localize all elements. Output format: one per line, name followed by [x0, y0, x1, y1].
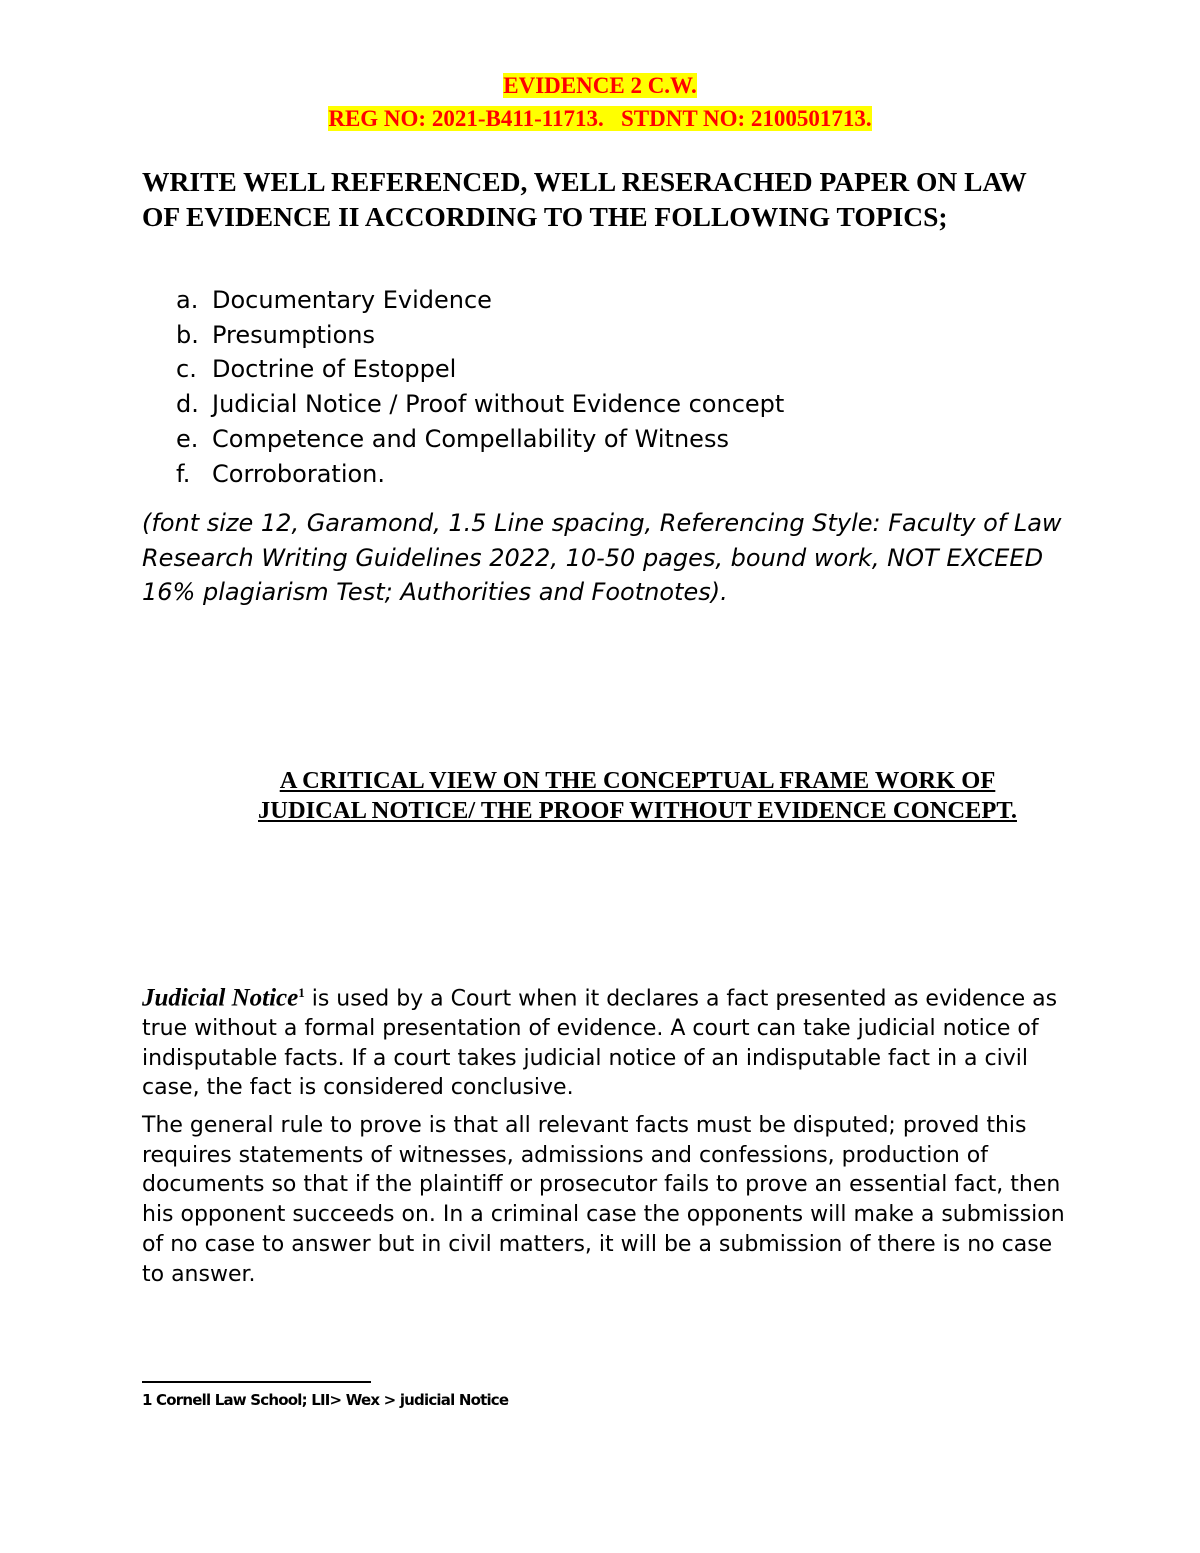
paper-title: A CRITICAL VIEW ON THE CONCEPTUAL FRAME WORK OF JUDICAL NOTICE/ THE PROOF WITHOUT EVIDENCE CONCEPT.	[258, 767, 1017, 824]
assignment-instructions: WRITE WELL REFERENCED, WELL RESERACHED PAPER ON LAW OF EVIDENCE II ACCORDING TO THE FOLLOWING TOPICS;	[142, 166, 1027, 232]
list-marker: f.	[176, 459, 191, 488]
topic-label: Presumptions	[212, 320, 375, 349]
topic-label: Competence and Compellability of Witness	[212, 424, 729, 453]
list-marker: c.	[176, 355, 197, 384]
topic-label: Corroboration.	[212, 459, 386, 488]
paragraph-general-rule: The general rule to prove is that all relevant facts must be disputed; proved this requires statements of witnesses, admissions and confessions, production of documents so that if the plaintiff or prosecutor fails to prove an essential fact, then his opponent succeeds on. In a criminal case the opponents will make a submission of no case to answer but in civil matters, it will be a submission of there is no case to answer.	[142, 1113, 1065, 1287]
footnote: 1 Cornell Law School; LII> Wex > judicial Notice	[142, 1391, 509, 1409]
list-marker: e.	[176, 424, 199, 453]
list-marker: a.	[176, 286, 199, 314]
course-header	[0, 70, 1200, 102]
topic-label: Doctrine of Estoppel	[212, 355, 457, 384]
student-ids: REG NO: 2021-B411-11713. STDNT NO: 2100501713.	[328, 106, 872, 131]
topics-list	[176, 283, 784, 491]
footnote-reference[interactable]: 1	[298, 985, 305, 1000]
list-item	[176, 387, 784, 422]
defined-term: Judicial Notice	[142, 984, 299, 1012]
list-marker: d.	[176, 390, 199, 419]
list-item	[176, 457, 784, 492]
student-ids-header	[0, 103, 1200, 135]
list-marker: b.	[176, 320, 199, 349]
course-title: EVIDENCE 2 C.W.	[503, 73, 697, 98]
list-item	[176, 352, 784, 387]
formatting-requirements: (font size 12, Garamond, 1.5 Line spacing, Referencing Style: Faculty of Law Research Writing Guidelines 2022, 10-50 pages, bound work, NOT EXCEED 16% plagiarism Test; Authorities and Footnotes).	[142, 509, 1062, 607]
paragraph-text: is used by a Court when it declares a fact presented as evidence as true without a formal presentation of evidence. A court can take judicial notice of indisputable facts. If a court takes judicial notice of an indisputable fact in a civil case, the fact is considered conclusive.	[142, 986, 1058, 1101]
paragraph-judicial-notice	[142, 978, 1072, 1103]
topic-label: Judicial Notice / Proof without Evidence concept	[212, 390, 785, 419]
topic-label: Documentary Evidence	[212, 286, 492, 314]
list-item	[176, 283, 784, 318]
list-item	[176, 318, 784, 353]
list-item	[176, 422, 784, 457]
footnote-separator	[142, 1381, 371, 1383]
